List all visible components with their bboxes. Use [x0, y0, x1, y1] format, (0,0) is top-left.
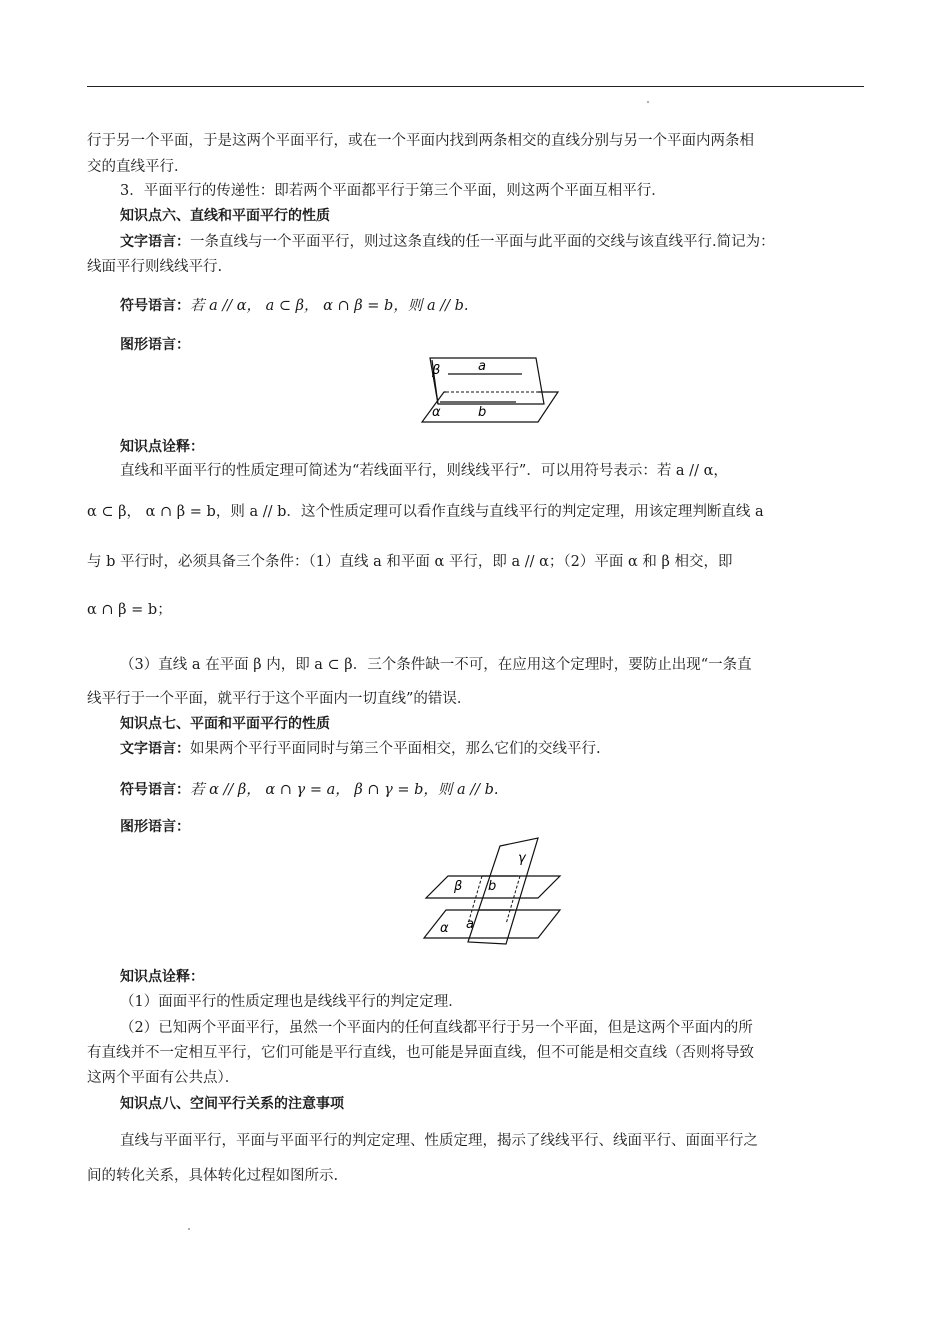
label: 文字语言：: [120, 234, 190, 250]
symbol-statement: [120, 780, 864, 800]
para-line: 行于另一个平面，于是这两个平面平行，或在一个平面内找到两条相交的直线分别与另一个平面内两条相: [87, 133, 754, 149]
figure-line-plane-parallel: [418, 354, 566, 428]
formula: 若 a // α， a ⊂ β， α ∩ β = b，则 a // b.: [190, 298, 469, 314]
para-line: （1）面面平行的性质定理也是线线平行的判定定理．: [120, 994, 463, 1010]
label-b: b: [478, 405, 487, 420]
para-line: 间的转化关系，具体转化过程如图所示.: [87, 1168, 339, 1184]
label-beta: β: [432, 363, 441, 378]
figure-label: 图形语言：: [120, 819, 190, 835]
stray-dot: [188, 1228, 190, 1230]
label-gamma: γ: [518, 851, 526, 866]
para-line: α ⊂ β， α ∩ β = b，则 a // b．这个性质定理可以看作直线与直线平行的判定定理，用该定理判断直线 a: [87, 504, 764, 520]
header-rule: [87, 86, 864, 87]
para-line: 与 b 平行时，必须具备三个条件：（1）直线 a 和平面 α 平行，即 a // α；（2）平面 α 和 β 相交，即: [87, 554, 733, 570]
text: 如果两个平行平面同时与第三个平面相交，那么它们的交线平行.: [190, 741, 601, 757]
para-line: 交的直线平行．: [87, 159, 189, 175]
figure-plane-plane-parallel: [420, 836, 564, 946]
stray-dot: [647, 101, 649, 103]
section-heading: 知识点六、直线和平面平行的性质: [120, 208, 330, 224]
label: 文字语言：: [120, 741, 190, 757]
para-line: 直线与平面平行，平面与平面平行的判定定理、性质定理，揭示了线线平行、线面平行、面面平行之: [120, 1133, 758, 1149]
section-heading: 知识点八、空间平行关系的注意事项: [120, 1096, 344, 1112]
label-beta: β: [454, 879, 463, 894]
para-line: α ∩ β = b；: [87, 602, 172, 618]
para-line: 线平行于一个平面，就平行于这个平面内一切直线”的错误．: [87, 691, 472, 707]
text: 一条直线与一个平面平行，则过这条直线的任一平面与此平面的交线与该直线平行.简记为：: [190, 234, 775, 250]
section-heading: 知识点七、平面和平面平行的性质: [120, 716, 330, 732]
para-line: 有直线并不一定相互平行，它们可能是平行直线，也可能是异面直线，但不可能是相交直线（否则将导致: [87, 1045, 754, 1061]
para-line: （2）已知两个平面平行，虽然一个平面内的任何直线都平行于另一个平面，但是这两个平面内的所: [120, 1020, 753, 1036]
label-b: b: [488, 879, 497, 894]
para-line: 线面平行则线线平行.: [87, 259, 223, 275]
para-line: （3）直线 a 在平面 β 内，即 a ⊂ β．三个条件缺一不可，在应用这个定理时，要防止出现“一条直: [120, 657, 752, 673]
label-a: a: [478, 359, 486, 374]
text-statement: [120, 739, 864, 759]
label-alpha: α: [440, 921, 449, 936]
para-line: 3．平面平行的传递性：即若两个平面都平行于第三个平面，则这两个平面互相平行．: [120, 183, 666, 199]
figure-label: 图形语言：: [120, 337, 190, 353]
note-heading: 知识点诠释：: [120, 969, 204, 985]
para-line: 直线和平面平行的性质定理可简述为“若线面平行，则线线平行”．可以用符号表示：若 a // α，: [120, 463, 728, 479]
formula: 若 α // β， α ∩ γ = a， β ∩ γ = b，则 a // b.: [190, 782, 499, 798]
label-alpha: α: [432, 405, 441, 420]
label: 符号语言：: [120, 782, 190, 798]
label-a: a: [466, 917, 474, 932]
label: 符号语言：: [120, 298, 190, 314]
symbol-statement: [120, 296, 864, 316]
note-heading: 知识点诠释：: [120, 439, 204, 455]
text-statement: [120, 232, 864, 252]
para-line: 这两个平面有公共点）．: [87, 1070, 240, 1086]
